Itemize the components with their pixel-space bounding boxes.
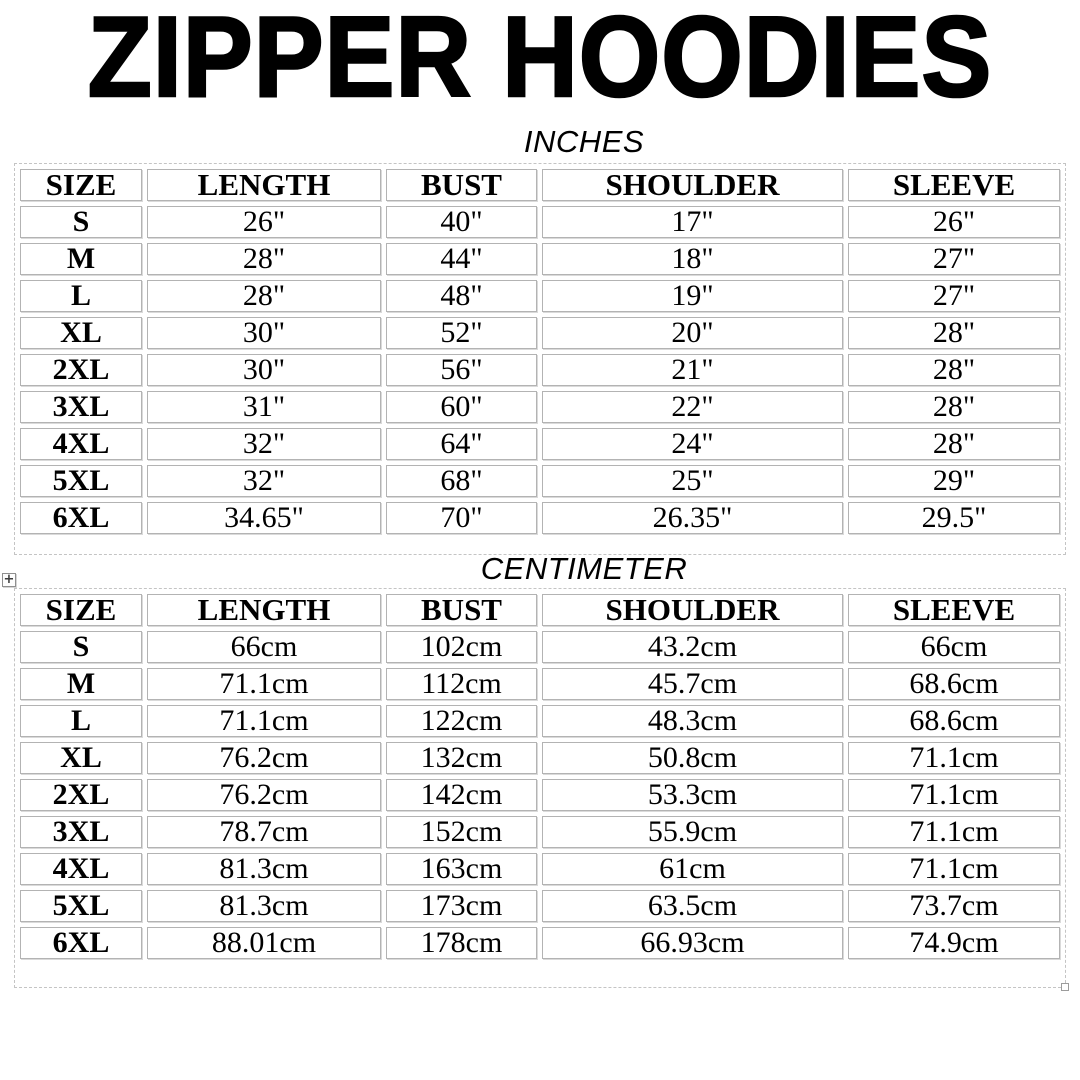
table-row (20, 631, 1060, 663)
measurement-cell: 24" (542, 428, 843, 460)
header-row (20, 169, 1060, 201)
measurement-cell: 28" (848, 317, 1060, 349)
column-header-size: SIZE (20, 594, 142, 626)
row-size-label: 5XL (20, 890, 142, 922)
measurement-cell: 25" (542, 465, 843, 497)
measurement-cell: 22" (542, 391, 843, 423)
row-size-label: 6XL (20, 927, 142, 959)
column-header-sleeve: SLEEVE (848, 594, 1060, 626)
measurement-cell: 32" (147, 465, 381, 497)
measurement-cell: 28" (848, 391, 1060, 423)
measurement-cell: 60" (386, 391, 537, 423)
column-header-bust: BUST (386, 594, 537, 626)
inches-caption: INCHES (523, 124, 645, 159)
row-size-label: 2XL (20, 779, 142, 811)
measurement-cell: 66cm (147, 631, 381, 663)
row-size-label: 3XL (20, 816, 142, 848)
measurement-cell: 28" (147, 243, 381, 275)
column-header-bust: BUST (386, 169, 537, 201)
measurement-cell: 66cm (848, 631, 1060, 663)
measurement-cell: 142cm (386, 779, 537, 811)
measurement-cell: 163cm (386, 853, 537, 885)
row-size-label: XL (20, 742, 142, 774)
table-row (20, 317, 1060, 349)
measurement-cell: 27" (848, 243, 1060, 275)
measurement-cell: 45.7cm (542, 668, 843, 700)
measurement-cell: 68.6cm (848, 668, 1060, 700)
table-row (20, 927, 1060, 959)
page-title: ZIPPER HOODIES (87, 0, 993, 121)
measurement-cell: 20" (542, 317, 843, 349)
row-size-label: 4XL (20, 428, 142, 460)
table-row (20, 465, 1060, 497)
measurement-cell: 26.35" (542, 502, 843, 534)
inches-table-container (14, 163, 1066, 555)
measurement-cell: 63.5cm (542, 890, 843, 922)
measurement-cell: 19" (542, 280, 843, 312)
measurement-cell: 81.3cm (147, 853, 381, 885)
measurement-cell: 88.01cm (147, 927, 381, 959)
measurement-cell: 29.5" (848, 502, 1060, 534)
row-size-label: M (20, 668, 142, 700)
measurement-cell: 173cm (386, 890, 537, 922)
measurement-cell: 102cm (386, 631, 537, 663)
row-size-label: L (20, 705, 142, 737)
measurement-cell: 28" (147, 280, 381, 312)
measurement-cell: 76.2cm (147, 742, 381, 774)
measurement-cell: 40" (386, 206, 537, 238)
table-row (20, 668, 1060, 700)
centimeter-table-container (14, 588, 1066, 988)
measurement-cell: 28" (848, 428, 1060, 460)
measurement-cell: 76.2cm (147, 779, 381, 811)
measurement-cell: 21" (542, 354, 843, 386)
measurement-cell: 81.3cm (147, 890, 381, 922)
measurement-cell: 178cm (386, 927, 537, 959)
measurement-cell: 64" (386, 428, 537, 460)
measurement-cell: 70" (386, 502, 537, 534)
measurement-cell: 68.6cm (848, 705, 1060, 737)
column-header-size: SIZE (20, 169, 142, 201)
table-row (20, 816, 1060, 848)
measurement-cell: 74.9cm (848, 927, 1060, 959)
measurement-cell: 71.1cm (147, 705, 381, 737)
table-row (20, 391, 1060, 423)
column-header-shoulder: SHOULDER (542, 169, 843, 201)
table-move-handle-icon[interactable]: + (3, 572, 15, 587)
measurement-cell: 71.1cm (848, 742, 1060, 774)
measurement-cell: 55.9cm (542, 816, 843, 848)
measurement-cell: 30" (147, 354, 381, 386)
inches-size-table (15, 164, 1065, 539)
measurement-cell: 27" (848, 280, 1060, 312)
inches-table-body (20, 206, 1060, 534)
measurement-cell: 73.7cm (848, 890, 1060, 922)
row-size-label: 2XL (20, 354, 142, 386)
measurement-cell: 28" (848, 354, 1060, 386)
table-row (20, 428, 1060, 460)
header-row (20, 594, 1060, 626)
column-header-shoulder: SHOULDER (542, 594, 843, 626)
measurement-cell: 122cm (386, 705, 537, 737)
measurement-cell: 29" (848, 465, 1060, 497)
measurement-cell: 34.65" (147, 502, 381, 534)
measurement-cell: 50.8cm (542, 742, 843, 774)
table-row (20, 243, 1060, 275)
centimeter-table-body (20, 631, 1060, 959)
measurement-cell: 66.93cm (542, 927, 843, 959)
measurement-cell: 56" (386, 354, 537, 386)
measurement-cell: 52" (386, 317, 537, 349)
table-row (20, 853, 1060, 885)
measurement-cell: 71.1cm (147, 668, 381, 700)
measurement-cell: 30" (147, 317, 381, 349)
measurement-cell: 71.1cm (848, 816, 1060, 848)
row-size-label: S (20, 631, 142, 663)
centimeter-caption: CENTIMETER (480, 551, 688, 586)
measurement-cell: 18" (542, 243, 843, 275)
measurement-cell: 44" (386, 243, 537, 275)
table-row (20, 705, 1060, 737)
column-header-sleeve: SLEEVE (848, 169, 1060, 201)
table-row (20, 206, 1060, 238)
measurement-cell: 26" (147, 206, 381, 238)
row-size-label: L (20, 280, 142, 312)
measurement-cell: 132cm (386, 742, 537, 774)
measurement-cell: 152cm (386, 816, 537, 848)
measurement-cell: 78.7cm (147, 816, 381, 848)
measurement-cell: 48.3cm (542, 705, 843, 737)
measurement-cell: 26" (848, 206, 1060, 238)
column-header-length: LENGTH (147, 594, 381, 626)
measurement-cell: 17" (542, 206, 843, 238)
table-row (20, 502, 1060, 534)
centimeter-table-head (20, 594, 1060, 626)
measurement-cell: 32" (147, 428, 381, 460)
table-row (20, 280, 1060, 312)
row-size-label: XL (20, 317, 142, 349)
table-row (20, 779, 1060, 811)
measurement-cell: 48" (386, 280, 537, 312)
table-row (20, 742, 1060, 774)
centimeter-size-table (15, 589, 1065, 964)
row-size-label: M (20, 243, 142, 275)
measurement-cell: 112cm (386, 668, 537, 700)
measurement-cell: 68" (386, 465, 537, 497)
row-size-label: 6XL (20, 502, 142, 534)
row-size-label: 5XL (20, 465, 142, 497)
measurement-cell: 61cm (542, 853, 843, 885)
row-size-label: 4XL (20, 853, 142, 885)
table-row (20, 354, 1060, 386)
column-header-length: LENGTH (147, 169, 381, 201)
inches-table-head (20, 169, 1060, 201)
measurement-cell: 53.3cm (542, 779, 843, 811)
row-size-label: 3XL (20, 391, 142, 423)
measurement-cell: 31" (147, 391, 381, 423)
measurement-cell: 71.1cm (848, 779, 1060, 811)
row-size-label: S (20, 206, 142, 238)
measurement-cell: 43.2cm (542, 631, 843, 663)
measurement-cell: 71.1cm (848, 853, 1060, 885)
table-row (20, 890, 1060, 922)
table-resize-handle-icon[interactable] (1061, 983, 1069, 991)
